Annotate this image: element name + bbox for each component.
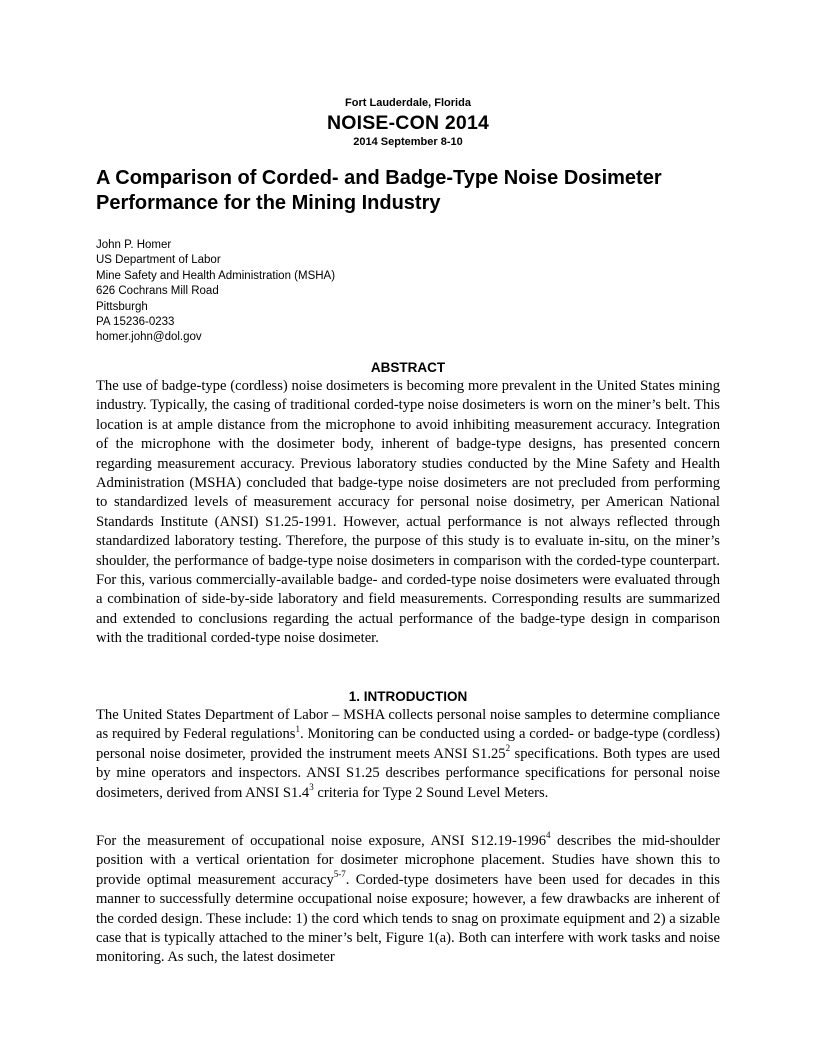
citation-ref: 4: [546, 830, 551, 841]
citation-ref: 2: [505, 742, 511, 753]
author-name: John P. Homer: [96, 239, 172, 251]
author-block: [96, 238, 335, 346]
intro-p2-text-b: describes the mid-shoulder position with a vertical orientation for dosimeter microphone placement. Studies have shown this to provide optimal measurement accuracy: [96, 833, 720, 888]
intro-p2-text-c: . Corded-type dosimeters have been used for decades in this manner to successfully determine occupational noise exposure; however, a few drawbacks are inherent of the corded design. These include: 1) the cord which tends to snag on proximate equipment and 2) a sizable case that is typically attached to the miner’s belt, Figure 1(a). Both can interfere with work tasks and noise monitoring. As such, the latest dosimeter: [96, 871, 720, 966]
conference-date: 2014 September 8-10: [353, 136, 463, 148]
paper-title: A Comparison of Corded- and Badge-Type Noise Dosimeter Performance for the Mining Industry: [96, 167, 662, 214]
introduction-paragraph-2: [96, 832, 720, 968]
introduction-paragraph-1: [96, 706, 720, 803]
intro-p1-text-d: criteria for Type 2 Sound Level Meters.: [313, 784, 549, 801]
intro-p1-text-a: The United States Department of Labor – MSHA collects personal noise samples to determine compliance as required by Federal regulations: [96, 707, 720, 743]
author-organization: US Department of Labor: [96, 254, 221, 267]
abstract-heading: ABSTRACT: [370, 360, 446, 375]
citation-ref: 1: [295, 723, 300, 734]
author-street: 626 Cochrans Mill Road: [96, 285, 219, 298]
introduction-heading: 1. INTRODUCTION: [348, 689, 468, 704]
conference-location: Fort Lauderdale, Florida: [345, 97, 471, 109]
intro-p1-text-c: specifications. Both types are used by mine operators and inspectors. ANSI S1.25 describes performance specifications for personal noise dosimeters, derived from ANSI S1.4: [96, 745, 720, 801]
author-division: Mine Safety and Health Administration (MSHA): [96, 269, 336, 282]
citation-ref: 3: [309, 781, 314, 792]
author-email[interactable]: homer.john@dol.gov: [96, 331, 202, 344]
conference-name: NOISE-CON 2014: [326, 112, 490, 134]
abstract-text: The use of badge-type (cordless) noise dosimeters is becoming more prevalent in the United States mining industry. Typically, the casing of traditional corded-type noise dosimeters is worn on the miner’s belt. This location is at ample distance from the microphone to avoid inhibiting measurement accuracy. Integration of the microphone with the dosimeter body, inherent of badge-type designs, has presented concern regarding measurement accuracy. Previous laboratory studies conducted by the Mine Safety and Health Administration (MSHA) concluded that badge-type noise dosimeters are not precluded from performing to standardized levels of measurement accuracy for personal noise dosimetry, per American National Standards Institute (ANSI) S1.25-1991. However, actual performance is not always reflected through standardized laboratory testing. Therefore, the purpose of this study is to evaluate in-situ, on the miner’s shoulder, the performance of badge-type noise dosimeters in comparison with the corded-type counterpart. For this, various commercially-available badge- and corded-type noise dosimeters were evaluated through a combination of side-by-side laboratory and field measurements. Corresponding results are summarized and extended to conclusions regarding the actual performance of the badge-type design in comparison with the traditional corded-type noise dosimeter.: [96, 378, 720, 647]
intro-p2-text-a: For the measurement of occupational noise exposure, ANSI S12.19-1996: [96, 833, 547, 849]
intro-p1-text-b: . Monitoring can be conducted using a corded- or badge-type (cordless) personal noise dosimeter, provided the instrument meets ANSI S1.25: [96, 726, 720, 762]
author-city: Pittsburgh: [96, 300, 148, 313]
citation-ref: 5-7: [333, 868, 346, 879]
author-state-zip: PA 15236-0233: [96, 316, 175, 329]
